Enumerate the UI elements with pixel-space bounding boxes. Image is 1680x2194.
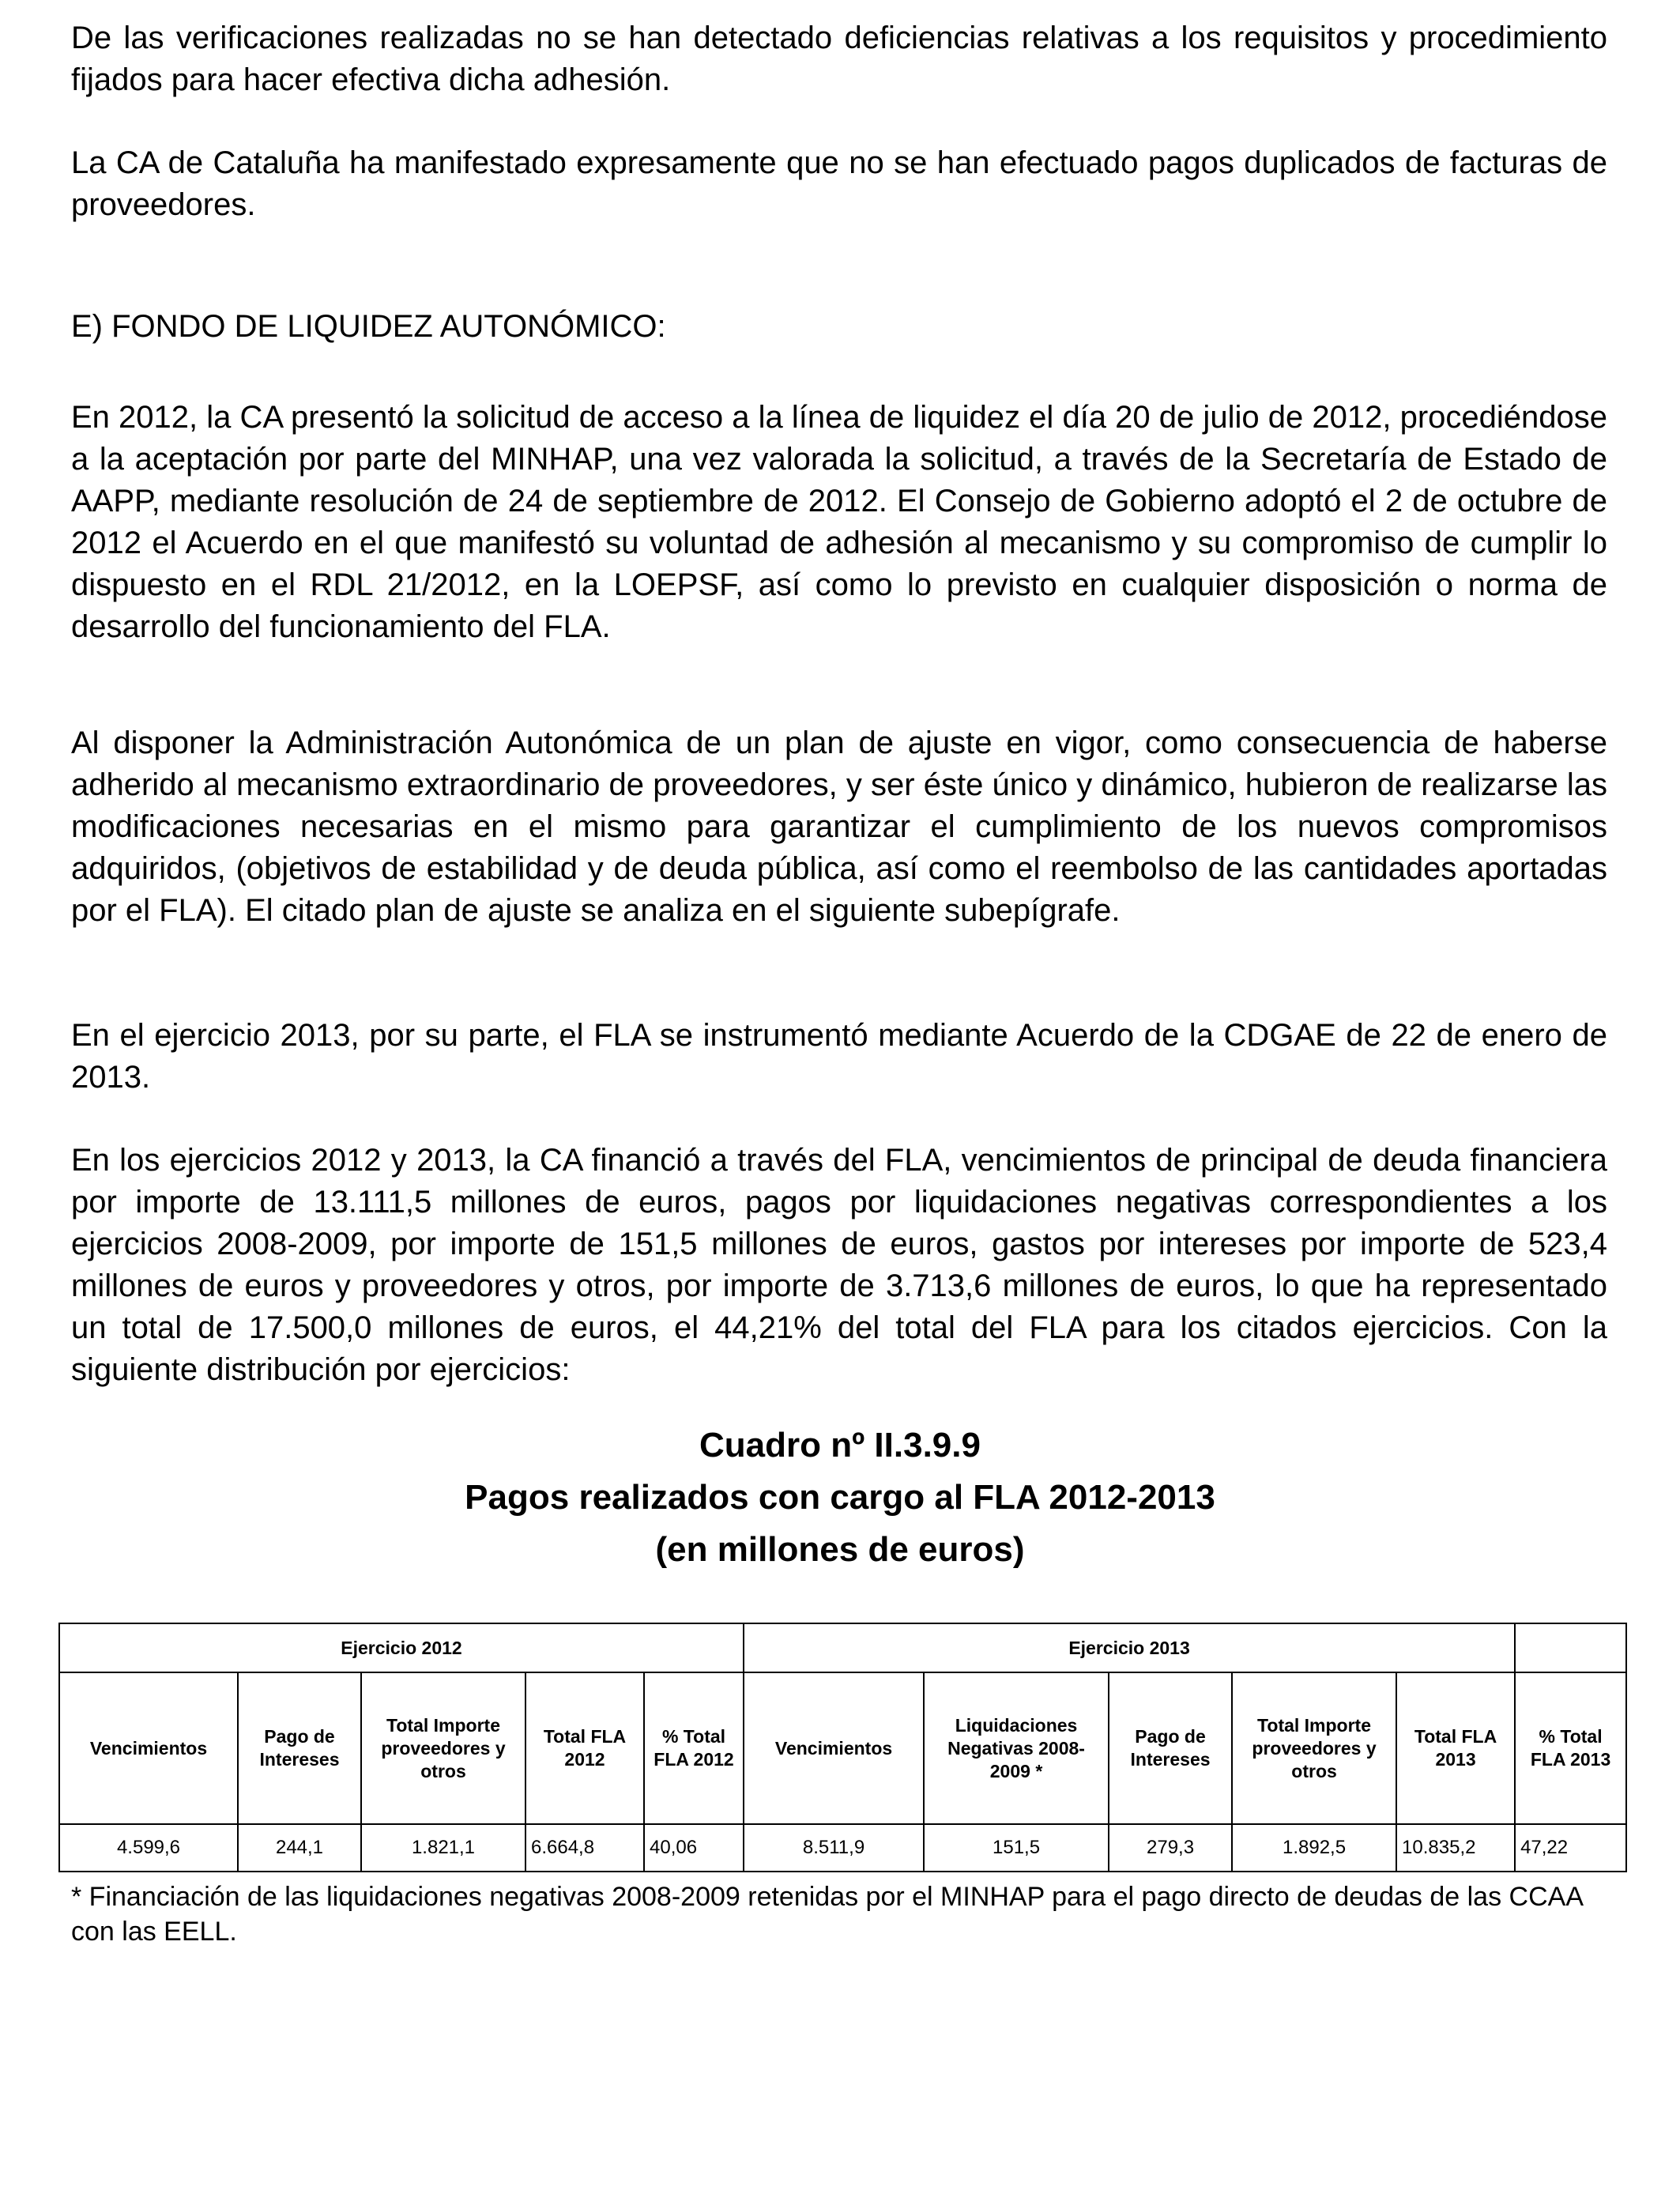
table-cell: 151,5 (924, 1824, 1109, 1872)
group-header-empty (1515, 1623, 1626, 1672)
table-caption-number: Cuadro nº II.3.9.9 (699, 1426, 981, 1465)
table-header-row (59, 1672, 1626, 1824)
table-cell: 244,1 (238, 1824, 361, 1872)
table-cell: 4.599,6 (59, 1824, 238, 1872)
column-header: Vencimientos (744, 1672, 924, 1824)
table-group-row (59, 1623, 1626, 1672)
column-header: Total Importe proveedores y otros (1232, 1672, 1396, 1824)
column-header: Total Importe proveedores y otros (361, 1672, 525, 1824)
group-header-2012: Ejercicio 2012 (59, 1623, 744, 1672)
table-cell: 10.835,2 (1396, 1824, 1515, 1872)
column-header: % Total FLA 2013 (1515, 1672, 1626, 1824)
paragraph-plan-ajuste: Al disponer la Administración Autonómica de un plan de ajuste en vigor, como consecuencia de haberse adherido al mecanismo extraordinario de proveedores, y ser éste único y dinámico, hubieron de realizarse las modificaciones necesarias en el mismo para garantizar el cumplimiento de los nuevos compromisos adquiridos, (objetivos de estabilidad y de deuda pública, así como el reembolso de las cantidades aportadas por el FLA). El citado plan de ajuste se analiza en el siguiente subepígrafe. (71, 726, 1607, 928)
column-header: % Total FLA 2012 (644, 1672, 744, 1824)
column-header: Pago de Intereses (1109, 1672, 1232, 1824)
table-cell: 8.511,9 (744, 1824, 924, 1872)
table-cell: 40,06 (644, 1824, 744, 1872)
table-caption-units: (en millones de euros) (655, 1530, 1025, 1569)
paragraph-solicitud-2012: En 2012, la CA presentó la solicitud de acceso a la línea de liquidez el día 20 de julio de 2012, procediéndose a la aceptación por parte del MINHAP, una vez valorada la solicitud, a través de la Secretaría de Estado de AAPP, mediante resolución de 24 de septiembre de 2012. El Consejo de Gobierno adoptó el 2 de octubre de 2012 el Acuerdo en el que manifestó su voluntad de adhesión al mecanismo y su compromiso de cumplir lo dispuesto en el RDL 21/2012, en la LOEPSF, así como lo previsto en cualquier disposición o norma de desarrollo del funcionamiento del FLA. (71, 400, 1607, 644)
column-header: Vencimientos (59, 1672, 238, 1824)
paragraph-pagos-duplicados: La CA de Cataluña ha manifestado expresamente que no se han efectuado pagos duplicados de facturas de proveedores. (71, 145, 1607, 222)
paragraph-ejercicio-2013: En el ejercicio 2013, por su parte, el FLA se instrumentó mediante Acuerdo de la CDGAE de 22 de enero de 2013. (71, 1018, 1607, 1095)
table-caption-title: Pagos realizados con cargo al FLA 2012-2013 (465, 1478, 1215, 1517)
fla-payments-table (58, 1623, 1627, 1872)
table-row (59, 1824, 1626, 1872)
table-footnote: * Financiación de las liquidaciones negativas 2008-2009 retenidas por el MINHAP para el pago directo de deudas de las CCAA con las EELL. (71, 1882, 1583, 1947)
paragraph-financiacion: En los ejercicios 2012 y 2013, la CA financió a través del FLA, vencimientos de principal de deuda financiera por importe de 13.111,5 millones de euros, pagos por liquidaciones negativas correspondientes a los ejercicios 2008-2009, por importe de 151,5 millones de euros, gastos por intereses por importe de 523,4 millones de euros y proveedores y otros, por importe de 3.713,6 millones de euros, lo que ha representado un total de 17.500,0 millones de euros, el 44,21% del total del FLA para los citados ejercicios. Con la siguiente distribución por ejercicios: (71, 1143, 1607, 1387)
column-header: Pago de Intereses (238, 1672, 361, 1824)
table-cell: 279,3 (1109, 1824, 1232, 1872)
table-cell: 6.664,8 (525, 1824, 644, 1872)
table-cell: 1.892,5 (1232, 1824, 1396, 1872)
section-heading-fla: E) FONDO DE LIQUIDEZ AUTONÓMICO: (71, 309, 666, 344)
group-header-2013: Ejercicio 2013 (744, 1623, 1515, 1672)
column-header: Total FLA 2012 (525, 1672, 644, 1824)
table-cell: 47,22 (1515, 1824, 1626, 1872)
table-cell: 1.821,1 (361, 1824, 525, 1872)
paragraph-verificaciones: De las verificaciones realizadas no se han detectado deficiencias relativas a los requisitos y procedimiento fijados para hacer efectiva dicha adhesión. (71, 21, 1607, 97)
column-header: Liquidaciones Negativas 2008-2009 * (924, 1672, 1109, 1824)
column-header: Total FLA 2013 (1396, 1672, 1515, 1824)
